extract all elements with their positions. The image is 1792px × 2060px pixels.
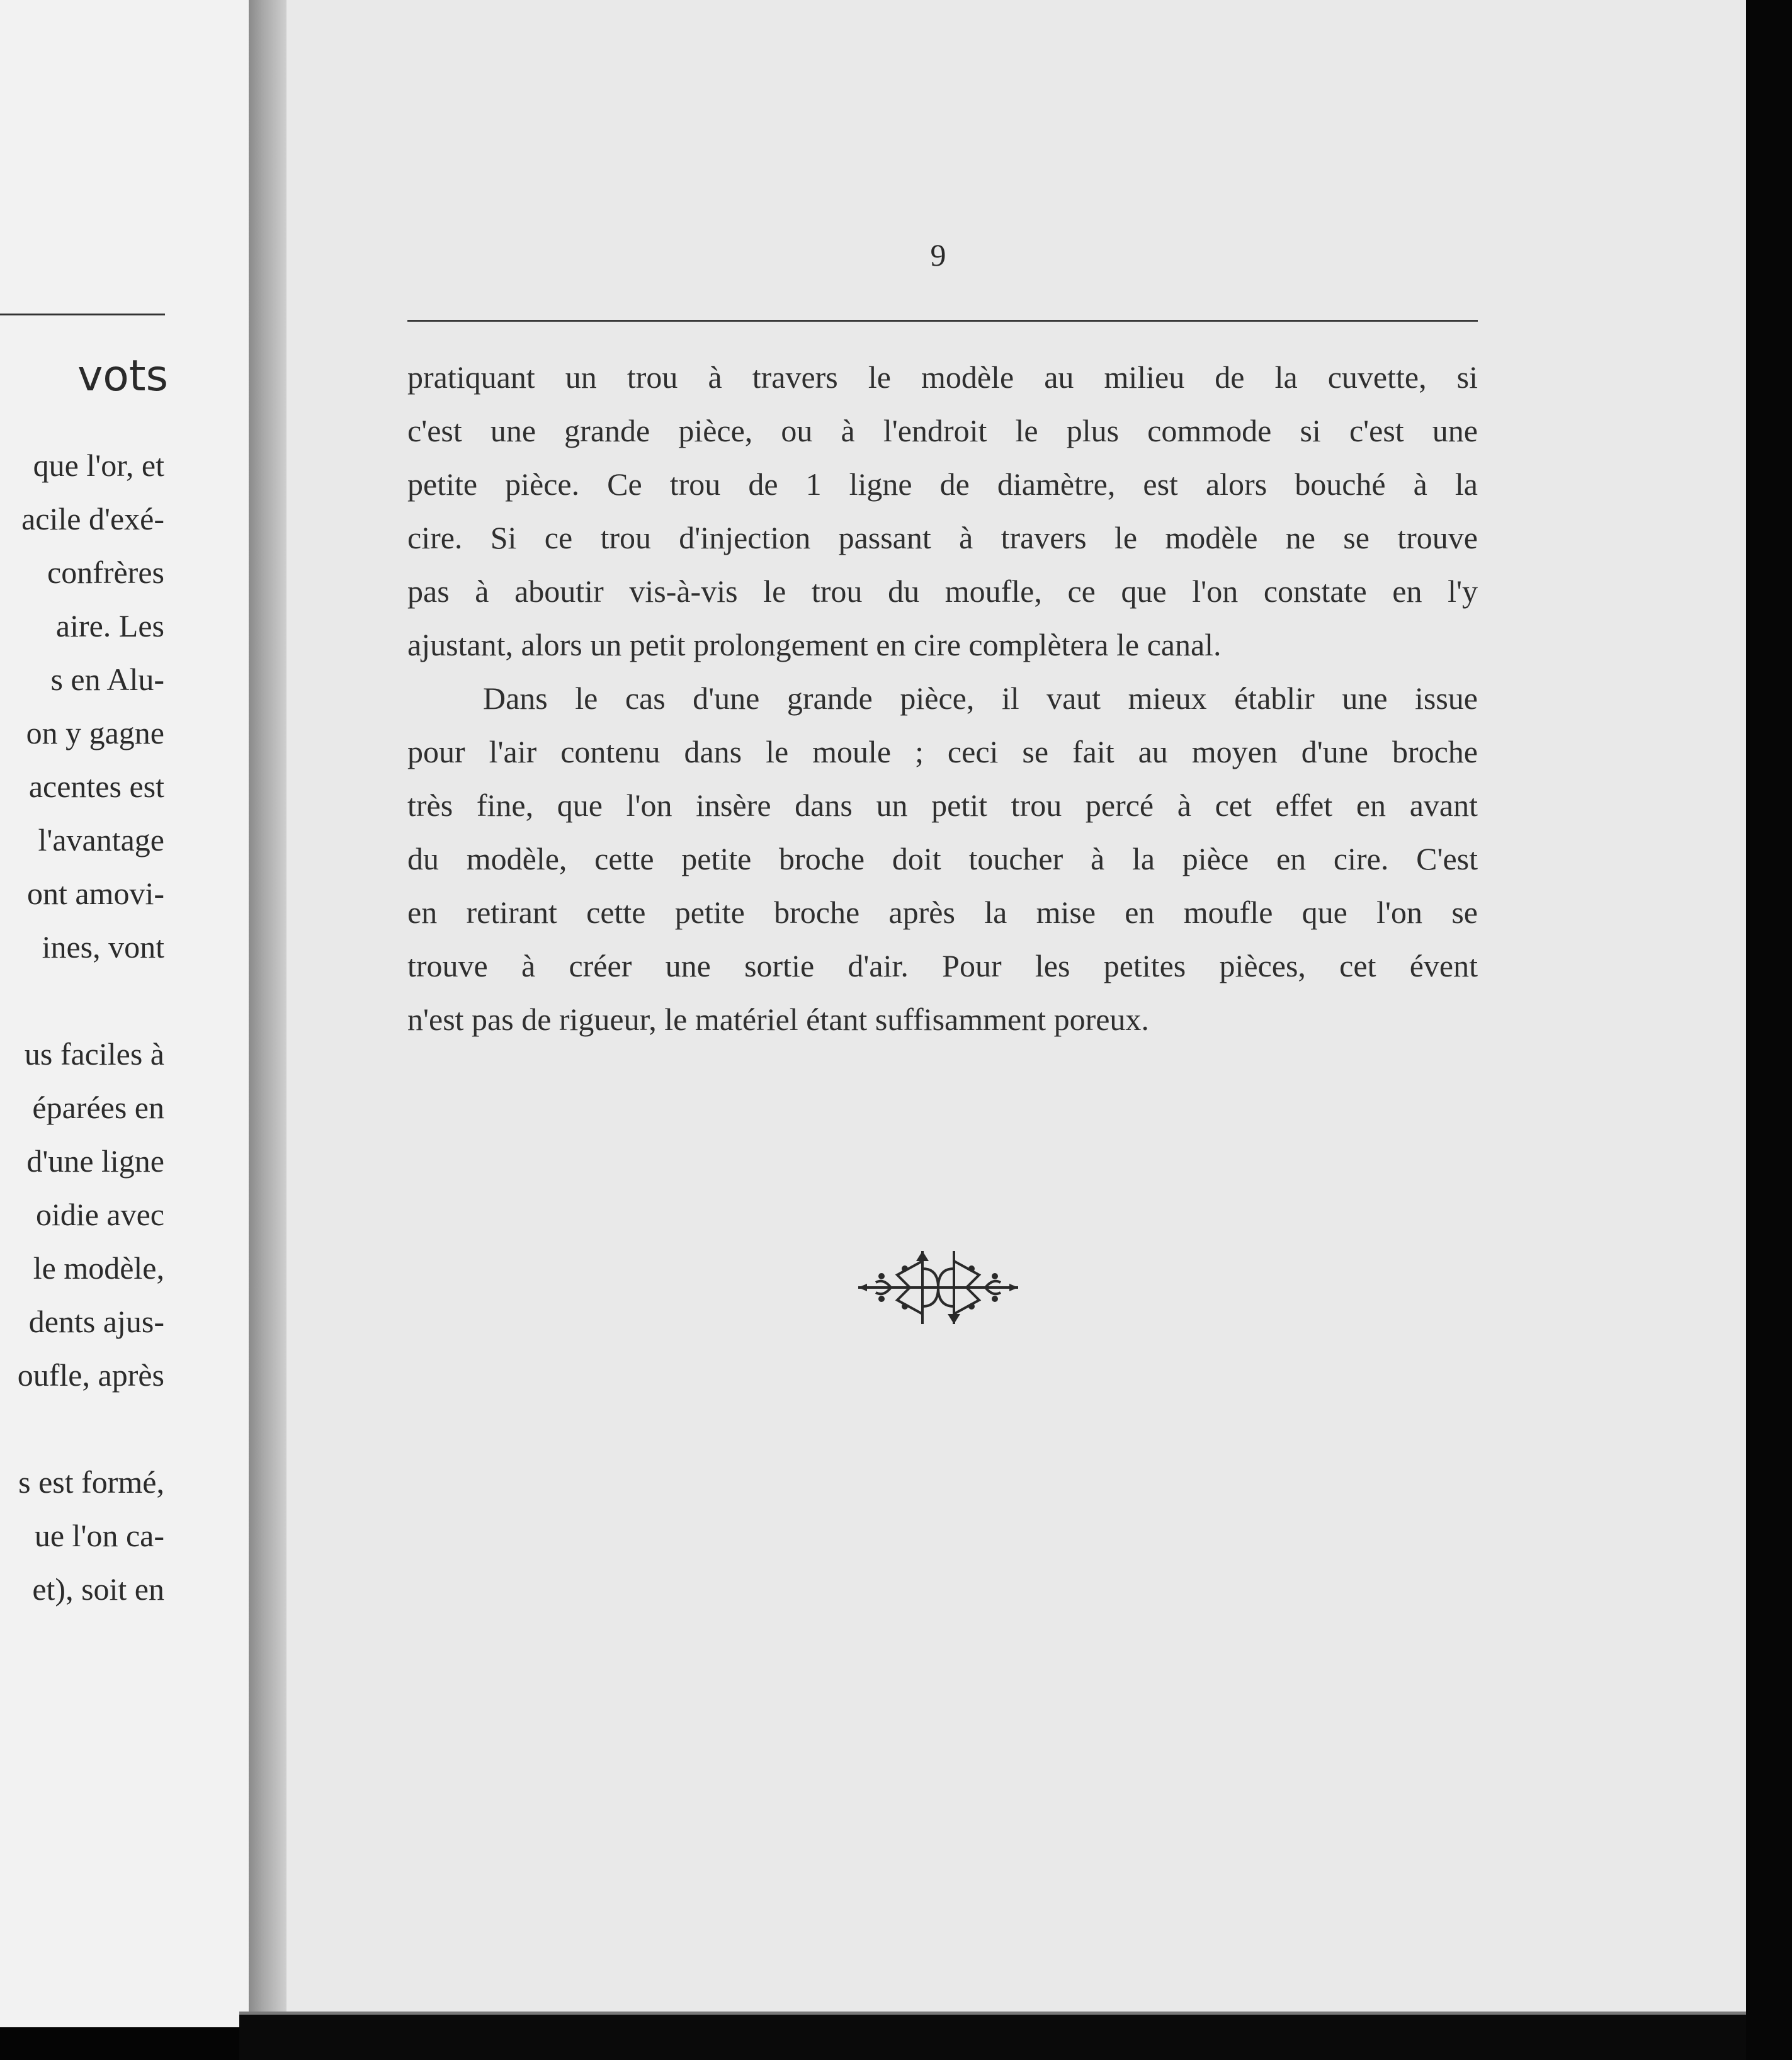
book-gutter — [249, 0, 286, 2040]
left-page-line: aire. Les — [55, 608, 164, 643]
left-page-line: oufle, après — [17, 1357, 164, 1393]
scan-bottom-edge — [239, 2015, 1750, 2060]
left-page-line: confrères — [47, 555, 164, 590]
left-page-line: ue l'on ca- — [34, 1518, 164, 1553]
left-page-line: éparées en — [32, 1090, 164, 1125]
left-page-line: le modèle, — [33, 1250, 164, 1286]
left-page-line: acentes est — [28, 769, 164, 804]
left-page-heading: vots — [77, 351, 168, 401]
fleuron-ornament-icon — [853, 1243, 1023, 1332]
text-line: très fine, que l'on insère dans un petit trou percé à cet effet en avant — [407, 788, 1478, 823]
left-page-line: s est formé, — [18, 1464, 164, 1500]
header-rule — [407, 320, 1478, 322]
left-page-line: ont amovi- — [26, 876, 164, 911]
text-line: c'est une grande pièce, ou à l'endroit le plus commode si c'est une — [407, 413, 1478, 448]
text-line: n'est pas de rigueur, le matériel étant suffisamment poreux. — [407, 1002, 1149, 1037]
left-page-line: et), soit en — [32, 1571, 164, 1607]
text-line: petite pièce. Ce trou de 1 ligne de diamètre, est alors bouché à la — [407, 467, 1478, 502]
body-text — [407, 354, 1478, 1050]
text-line: trouve à créer une sortie d'air. Pour les petites pièces, cet évent — [407, 948, 1478, 983]
left-page-line: l'avantage — [38, 822, 164, 857]
left-page — [0, 0, 249, 2027]
text-line: pratiquant un trou à travers le modèle au milieu de la cuvette, si — [407, 359, 1478, 395]
text-line: cire. Si ce trou d'injection passant à travers le modèle ne se trouve — [407, 520, 1478, 555]
left-page-line: s en Alu- — [50, 662, 164, 697]
text-line: du modèle, cette petite broche doit toucher à la pièce en cire. C'est — [407, 841, 1478, 876]
left-page-line: dents ajus- — [28, 1304, 164, 1339]
left-page-line: oidie avec — [35, 1197, 164, 1232]
text-line: ajustant, alors un petit prolongement en cire complètera le canal. — [407, 627, 1222, 662]
left-page-line: que l'or, et — [33, 448, 164, 483]
left-page-line: us faciles à — [24, 1036, 164, 1072]
text-line: en retirant cette petite broche après la mise en moufle que l'on se — [407, 895, 1478, 930]
left-page-line: ines, vont — [42, 929, 164, 965]
text-line: Dans le cas d'une grande pièce, il vaut mieux établir une issue — [483, 681, 1478, 716]
left-page-line: on y gagne — [26, 715, 164, 750]
text-line: pas à aboutir vis-à-vis le trou du moufle, ce que l'on constate en l'y — [407, 574, 1478, 609]
left-page-line: acile d'exé- — [21, 501, 164, 536]
left-page-line: d'une ligne — [26, 1143, 164, 1179]
page-number: 9 — [930, 237, 946, 273]
text-line: pour l'air contenu dans le moule ; ceci se fait au moyen d'une broche — [407, 734, 1478, 769]
scan-right-edge — [1746, 0, 1792, 2060]
right-page — [286, 0, 1746, 2015]
left-page-rule — [0, 314, 165, 315]
